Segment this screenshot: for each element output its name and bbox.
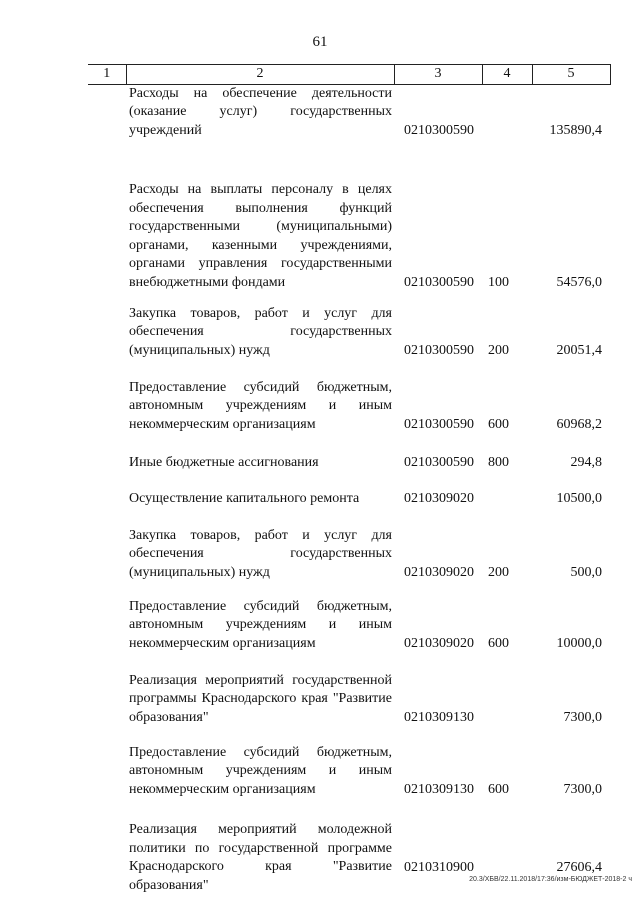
row-name: Реализация мероприятий государственной программы Краснодарского края "Развитие образования" — [129, 672, 392, 725]
row-name: Расходы на выплаты персоналу в целях обеспечения выполнения функций государственными (муниципальными) органами, казенными учреждениями, органами управления государственными внебюджетными фондами — [129, 182, 392, 290]
row-amount: 500,0 — [570, 564, 602, 580]
row-name: Закупка товаров, работ и услуг для обеспечения государственных (муниципальных) нужд — [129, 527, 392, 580]
row-target-code: 0210300590 — [404, 274, 474, 290]
row-target-code: 0210300590 — [404, 342, 474, 358]
table-row — [88, 434, 610, 472]
table-row — [88, 161, 610, 292]
row-amount: 10500,0 — [556, 490, 602, 506]
row-name: Осуществление капитального ремонта — [129, 490, 360, 506]
row-target-code: 0210309020 — [404, 564, 474, 580]
row-amount: 7300,0 — [563, 709, 602, 725]
table-header-row — [88, 65, 610, 85]
column-header-3: 3 — [394, 65, 482, 85]
table-row — [88, 508, 610, 582]
table-row — [88, 727, 610, 799]
row-name: Предоставление субсидий бюджетным, автономным учреждениям и иным некоммерческим организациям — [129, 379, 392, 432]
row-target-code: 0210300590 — [404, 416, 474, 432]
row-expense-type: 800 — [488, 454, 509, 470]
row-expense-type: 600 — [488, 635, 509, 651]
row-target-code: 0210309130 — [404, 781, 474, 797]
table-row — [88, 653, 610, 727]
footer-stamp: 20.3/ХБВ/22.11.2018/17:36/изм-БЮДЖЕТ-2018-2 ч — [469, 876, 632, 883]
row-name: Закупка товаров, работ и услуг для обеспечения государственных (муниципальных) нужд — [129, 305, 392, 358]
row-expense-type: 600 — [488, 781, 509, 797]
table-row — [88, 360, 610, 434]
row-amount: 54576,0 — [556, 274, 602, 290]
row-name: Предоставление субсидий бюджетным, автономным учреждениям и иным некоммерческим организациям — [129, 598, 392, 651]
row-amount: 60968,2 — [556, 416, 602, 432]
column-header-1: 1 — [88, 65, 126, 85]
row-amount: 27606,4 — [556, 859, 602, 875]
row-expense-type: 600 — [488, 416, 509, 432]
row-expense-type: 200 — [488, 342, 509, 358]
row-target-code: 0210300590 — [404, 122, 474, 138]
row-name: Реализация мероприятий молодежной политики по государственной программе Краснодарского края "Развитие образования" — [129, 822, 392, 893]
row-name: Предоставление субсидий бюджетным, автономным учреждениям и иным некоммерческим организациям — [129, 744, 392, 797]
row-amount: 294,8 — [570, 454, 602, 470]
table-row — [88, 84, 610, 161]
column-header-5: 5 — [532, 65, 610, 85]
row-amount: 135890,4 — [549, 122, 602, 138]
row-amount: 7300,0 — [563, 781, 602, 797]
row-name: Иные бюджетные ассигнования — [129, 454, 319, 470]
table-row — [88, 582, 610, 653]
row-target-code: 0210309020 — [404, 490, 474, 506]
column-header-4: 4 — [482, 65, 532, 85]
row-target-code: 0210310900 — [404, 859, 474, 875]
table-row — [88, 472, 610, 508]
row-name: Расходы на обеспечение деятельности (оказание услуг) государственных учреждений — [129, 85, 392, 138]
budget-table — [88, 64, 611, 895]
row-amount: 10000,0 — [556, 635, 602, 651]
column-header-2: 2 — [126, 65, 394, 85]
row-target-code: 0210309130 — [404, 709, 474, 725]
table-row — [88, 292, 610, 360]
row-target-code: 0210300590 — [404, 454, 474, 470]
row-expense-type: 200 — [488, 564, 509, 580]
row-target-code: 0210309020 — [404, 635, 474, 651]
row-amount: 20051,4 — [556, 342, 602, 358]
row-expense-type: 100 — [488, 274, 509, 290]
page-number: 61 — [312, 34, 328, 50]
